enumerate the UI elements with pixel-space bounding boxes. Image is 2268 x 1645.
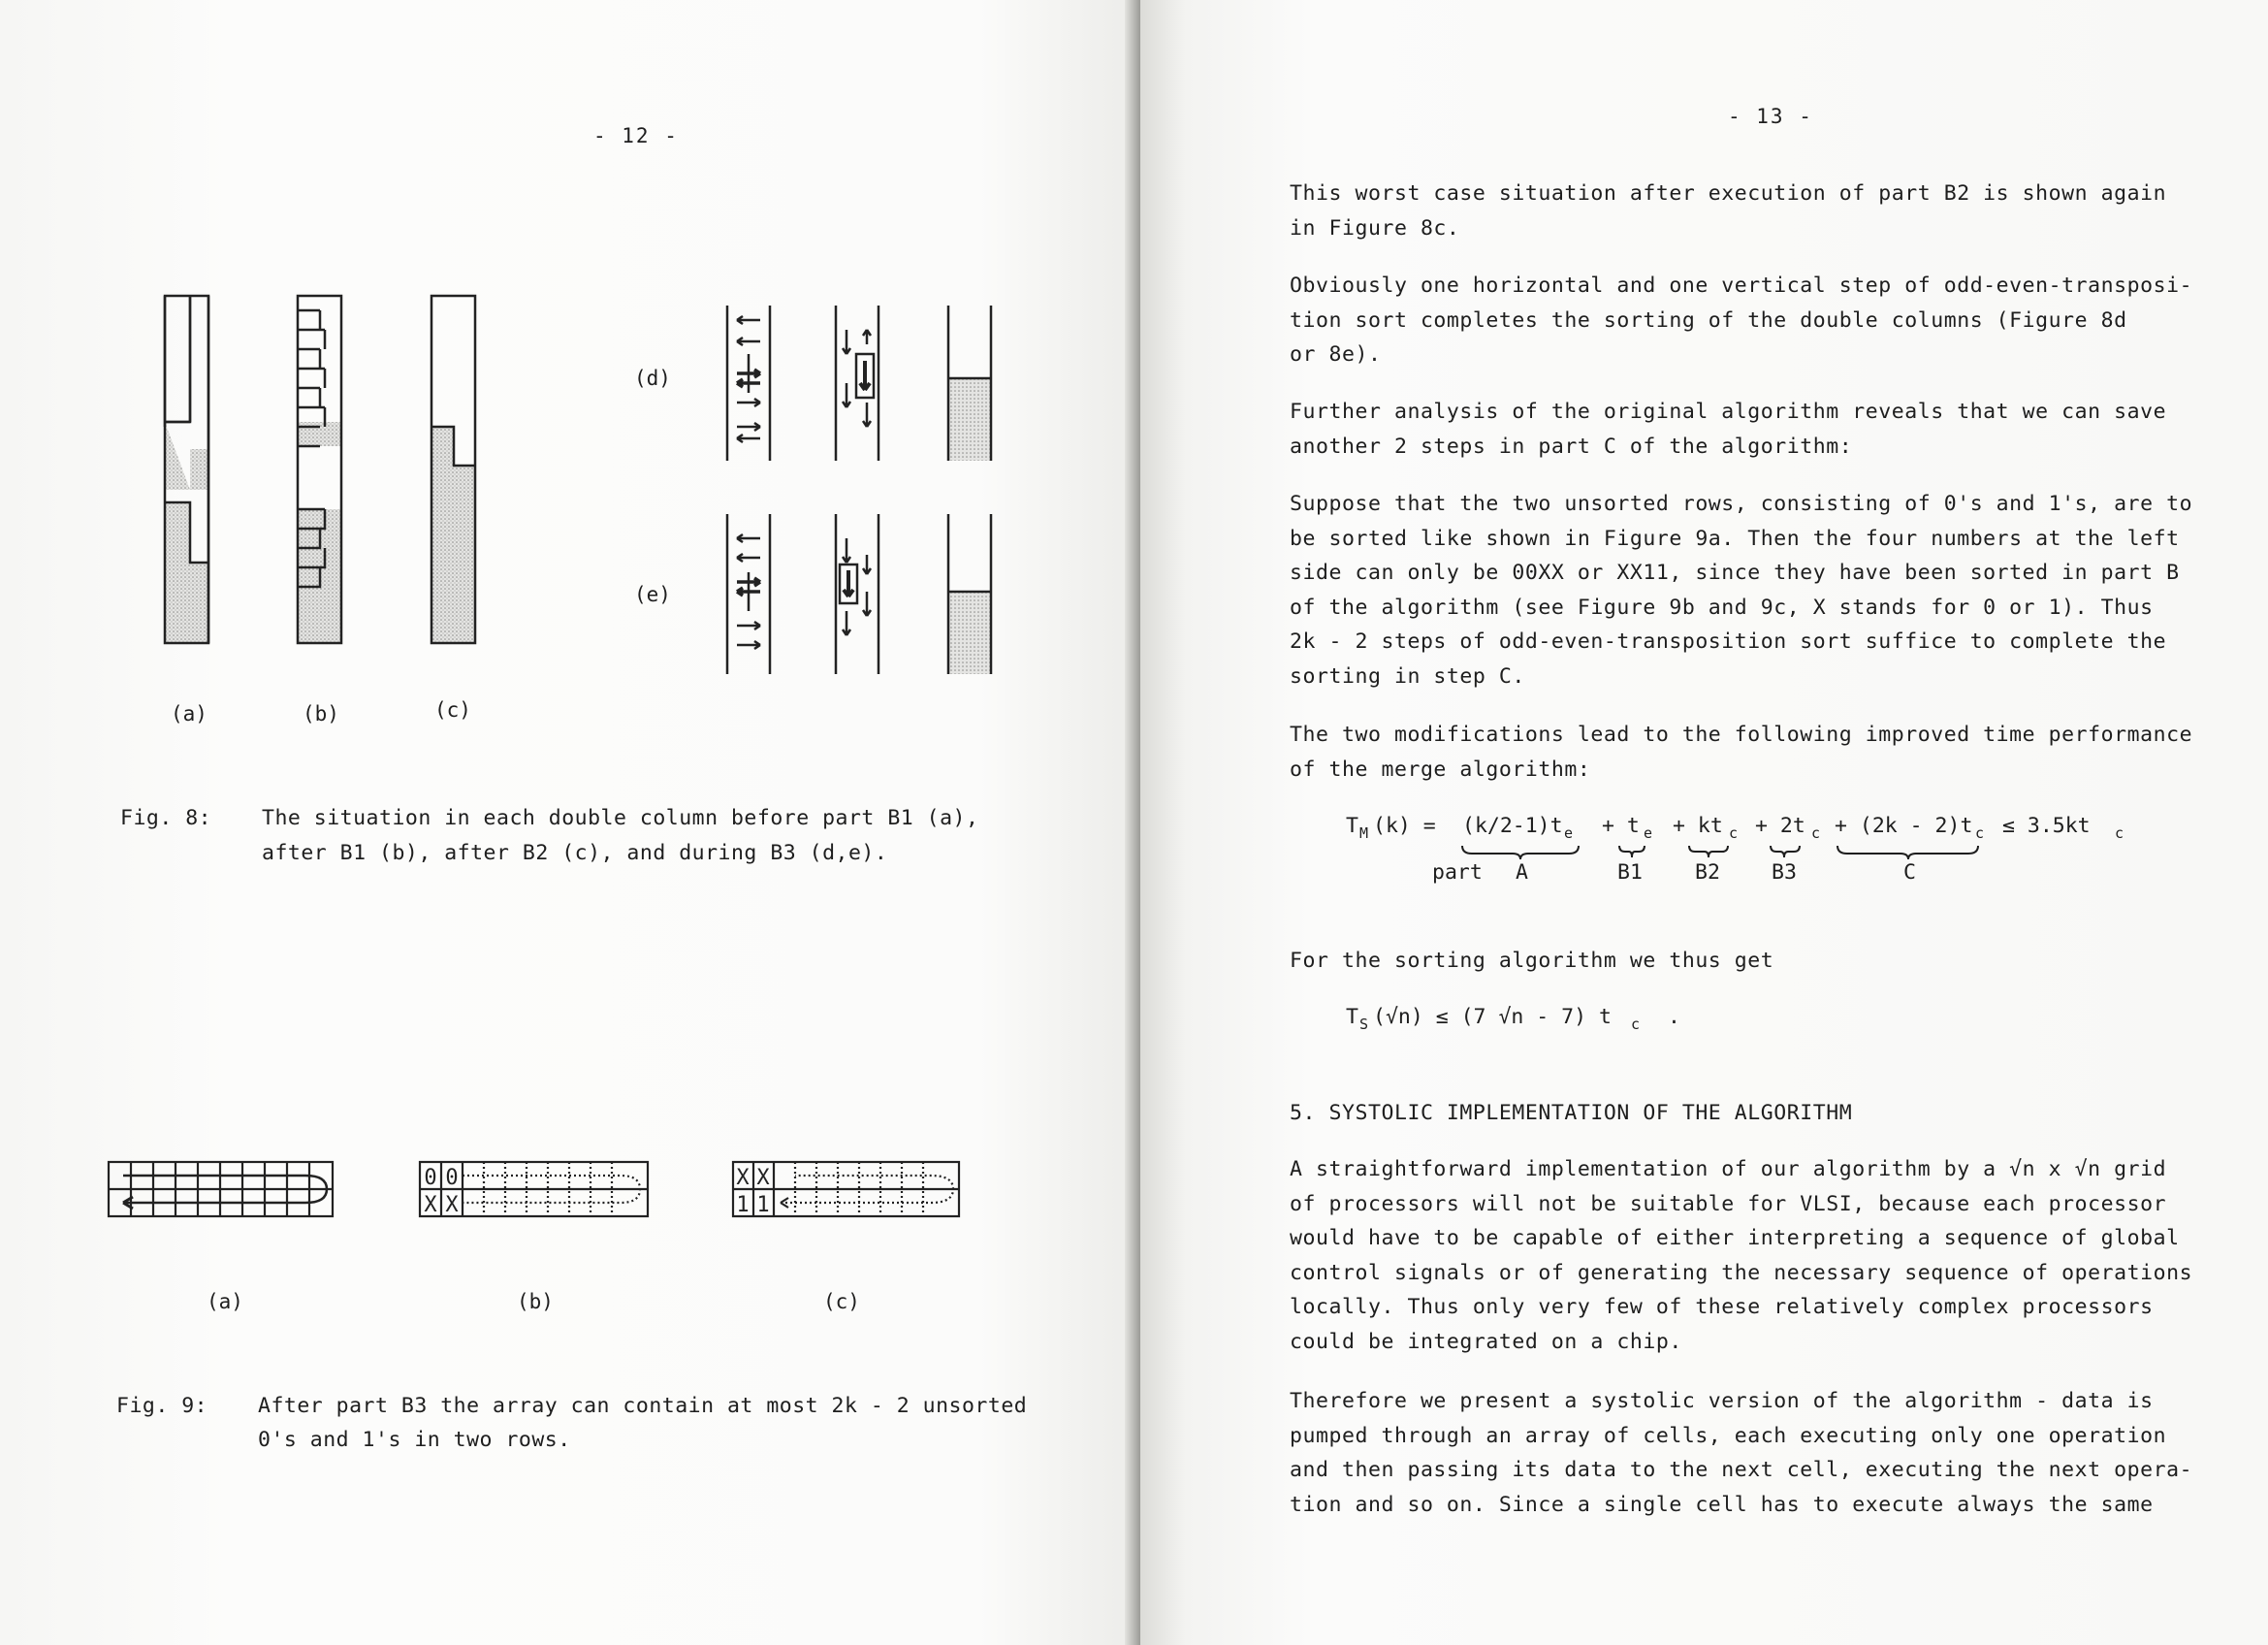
brace-a	[1462, 846, 1579, 859]
f1-under-part: part	[1432, 860, 1483, 885]
f1-relation: ≤ 3.5kt	[2002, 814, 2091, 838]
brace-b1	[1619, 846, 1645, 857]
column-a	[165, 296, 208, 643]
page-number-13: - 13 -	[1728, 105, 1813, 128]
f1-term2: + t	[1602, 814, 1640, 838]
fig8-label-c: (c)	[434, 698, 471, 722]
fig9-c-bottom-1: 1	[756, 1193, 770, 1217]
column-e2	[836, 514, 878, 674]
paragraph-1: This worst case situation after execution of part B2 is shown again in Figure 8c.	[1290, 181, 2167, 241]
fig8-label-d: (d)	[634, 367, 671, 390]
fig9-b-top-1: 0	[445, 1166, 459, 1190]
f2-end: .	[1668, 1005, 1680, 1029]
column-e1	[727, 514, 770, 674]
figure-9-arrays	[102, 1154, 974, 1222]
paragraph-5: The two modifications lead to the following improved time performance of the merge algorithm:	[1290, 723, 2193, 782]
fig9-b-bottom-0: X	[424, 1193, 437, 1217]
figure-8-columns-de	[718, 301, 1008, 679]
f1-term5: + (2k - 2)t	[1835, 814, 1973, 838]
column-d2	[836, 306, 878, 461]
f2-lhs: T	[1346, 1005, 1358, 1029]
f2-body: (√n) ≤ (7 √n - 7) t	[1373, 1005, 1612, 1029]
column-c	[431, 296, 475, 643]
f1-under-b3: B3	[1772, 860, 1797, 885]
fig8-label-e: (e)	[634, 583, 671, 606]
fig9-b-bottom-1: X	[445, 1193, 459, 1217]
formula-time-merge	[1338, 805, 2143, 892]
f1-under-c: C	[1903, 860, 1916, 885]
fig9-caption-line2: 0's and 1's in two rows.	[258, 1428, 571, 1452]
page-number-12: - 12 -	[593, 124, 679, 147]
f1-term1: (k/2-1)t	[1462, 814, 1563, 838]
section-heading: 5. SYSTOLIC IMPLEMENTATION OF THE ALGORITHM	[1290, 1101, 1853, 1125]
array-a	[109, 1162, 333, 1216]
fig8-caption-label: Fig. 8:	[120, 806, 212, 830]
f1-lhs: T	[1346, 814, 1358, 838]
fig9-caption-line1: After part B3 the array can contain at most 2k - 2 unsorted	[258, 1394, 1028, 1418]
fig9-c-bottom-0: 1	[736, 1193, 750, 1217]
formula-time-sort	[1338, 999, 1707, 1043]
f1-lhs-sub: M	[1359, 824, 1369, 842]
paragraph-4: Suppose that the two unsorted rows, consisting of 0's and 1's, are to be sorted like shown in Figure 9a. Then the four numbers at the left side can only be 00XX or XX11, since they have been sorted in part B of the algorithm (see Figure 9b and 9c, X stands for 0 or 1). Thus 2k - 2 steps of odd-even-transposition sort suffice to complete the sorting in step C.	[1290, 492, 2193, 689]
fig9-caption-label: Fig. 9:	[116, 1394, 208, 1418]
column-b	[298, 296, 341, 643]
fig9-c-top-1: X	[756, 1166, 770, 1190]
fig9-c-top-0: X	[736, 1166, 750, 1190]
f1-lhs-arg: (k) =	[1373, 814, 1436, 838]
paragraph-8: Therefore we present a systolic version of the algorithm - data is pumped through an array of cells, each executing only one operation and then passing its data to the next cell, executing the next opera- tion and so on. Since a single cell has to execute always the same	[1290, 1389, 2193, 1517]
brace-b3	[1771, 846, 1800, 857]
column-e3	[948, 514, 991, 674]
f1-term3: + kt	[1673, 814, 1723, 838]
f1-term1-sub: e	[1564, 824, 1574, 842]
fig8-caption-line2: after B1 (b), after B2 (c), and during B3 (d,e).	[262, 841, 888, 865]
paragraph-7: A straightforward implementation of our algorithm by a √n x √n grid of processors will not be suitable for VLSI, because each processor would have to be capable of either interpreting a sequence of global control signals or of generating the necessary sequence of operations locally. Thus only very few of these relatively complex processors could be integrated on a chip.	[1290, 1157, 2193, 1354]
paragraph-3: Further analysis of the original algorithm reveals that we can save another 2 steps in part C of the algorithm:	[1290, 400, 2167, 459]
paragraph-6: For the sorting algorithm we thus get	[1290, 949, 1774, 973]
figure-8-columns-abc	[145, 281, 495, 660]
fig9-label-a: (a)	[207, 1290, 243, 1313]
f1-term2-sub: e	[1644, 824, 1653, 842]
f1-term4: + 2t	[1755, 814, 1805, 838]
paragraph-2: Obviously one horizontal and one vertical step of odd-even-transposi- tion sort completes the sorting of the double columns (Figure 8d or 8e).	[1290, 274, 2193, 367]
fig9-b-top-0: 0	[424, 1166, 437, 1190]
fig9-label-c: (c)	[823, 1290, 860, 1313]
f1-term5-sub: c	[1975, 824, 1985, 842]
f1-relation-sub: c	[2115, 824, 2124, 842]
brace-c	[1837, 846, 1978, 859]
f1-under-b2: B2	[1695, 860, 1720, 885]
f1-under-a: A	[1516, 860, 1528, 885]
f1-under-b1: B1	[1617, 860, 1643, 885]
brace-b2	[1689, 846, 1728, 857]
f1-term3-sub: c	[1729, 824, 1739, 842]
fig8-caption-line1: The situation in each double column before part B1 (a),	[262, 806, 979, 830]
f2-rhs-sub: c	[1631, 1016, 1641, 1033]
fig8-label-b: (b)	[303, 702, 339, 726]
fig8-label-a: (a)	[171, 702, 208, 726]
f2-lhs-sub: S	[1359, 1016, 1369, 1033]
column-d1	[727, 306, 770, 461]
fig9-label-b: (b)	[517, 1290, 554, 1313]
column-d3	[948, 306, 991, 461]
f1-term4-sub: c	[1811, 824, 1821, 842]
